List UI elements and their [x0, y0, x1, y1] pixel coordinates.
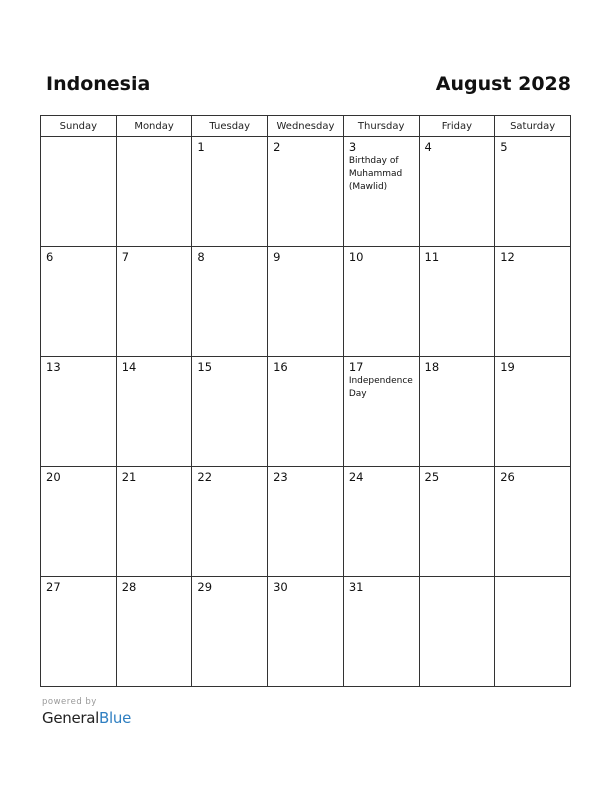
- weekday-header: Monday: [116, 116, 192, 137]
- day-cell: [41, 137, 117, 247]
- day-cell: [192, 577, 268, 687]
- weekday-header-row: [41, 116, 571, 137]
- day-number: 15: [197, 360, 213, 374]
- weekday-header: Wednesday: [268, 116, 344, 137]
- day-cell: [495, 247, 571, 357]
- day-cell: [419, 137, 495, 247]
- holiday-label: Birthday of Muhammad (Mawlid): [348, 156, 403, 192]
- day-cell: [419, 357, 495, 467]
- day-number: 2: [273, 140, 281, 154]
- day-number: 13: [46, 360, 61, 374]
- day-cell: [192, 137, 268, 247]
- powered-by-text: powered by: [42, 697, 97, 707]
- day-number: 22: [197, 470, 213, 484]
- brand-general-text: General: [42, 709, 100, 727]
- day-number: 21: [121, 470, 137, 484]
- week-row: [41, 357, 571, 467]
- day-number: 5: [500, 140, 508, 154]
- day-cell: [343, 357, 419, 467]
- day-number: 26: [500, 470, 515, 484]
- weekday-header: Thursday: [343, 116, 419, 137]
- day-number: 1: [197, 140, 205, 154]
- weekday-header: Friday: [419, 116, 495, 137]
- day-cell: [343, 137, 419, 247]
- week-row: [41, 247, 571, 357]
- day-number: 20: [46, 470, 61, 484]
- month-title: August 2028: [435, 73, 571, 95]
- week-row: [41, 577, 571, 687]
- day-cell: [116, 357, 192, 467]
- brand-logo[interactable]: [42, 708, 131, 728]
- day-cell: [41, 357, 117, 467]
- week-row: [41, 467, 571, 577]
- day-number: 12: [500, 250, 515, 264]
- day-cell: [192, 357, 268, 467]
- day-cell: [343, 467, 419, 577]
- day-cell: [192, 247, 268, 357]
- day-number: 9: [273, 250, 281, 264]
- day-cell: [116, 247, 192, 357]
- day-number: 8: [197, 250, 205, 264]
- day-number: 18: [424, 360, 440, 374]
- day-number: 30: [273, 580, 288, 594]
- day-number: 29: [197, 580, 213, 594]
- day-cell: [116, 137, 192, 247]
- day-cell: [268, 577, 344, 687]
- day-cell: [419, 467, 495, 577]
- day-number: 11: [424, 250, 440, 264]
- day-cell: [343, 577, 419, 687]
- day-number: 23: [273, 470, 288, 484]
- day-cell: [495, 577, 571, 687]
- calendar-grid: [40, 115, 571, 687]
- weekday-header: Saturday: [495, 116, 571, 137]
- day-cell: [41, 577, 117, 687]
- day-cell: [268, 137, 344, 247]
- day-cell: [419, 247, 495, 357]
- day-number: 7: [121, 250, 130, 264]
- weekday-header: Tuesday: [192, 116, 268, 137]
- day-cell: [268, 247, 344, 357]
- day-number: 14: [121, 360, 137, 374]
- day-number: 28: [121, 580, 137, 594]
- day-number: 10: [348, 250, 364, 264]
- week-row: [41, 137, 571, 247]
- day-cell: [41, 467, 117, 577]
- day-number: 19: [500, 360, 515, 374]
- day-number: 3: [348, 140, 357, 154]
- day-cell: [116, 577, 192, 687]
- day-number: 4: [424, 140, 432, 154]
- holiday-label: Independence Day: [348, 376, 413, 399]
- day-cell: [192, 467, 268, 577]
- day-cell: [268, 467, 344, 577]
- brand-blue-text: Blue: [99, 709, 132, 727]
- page-header: [41, 70, 571, 100]
- day-number: 25: [424, 470, 440, 484]
- day-cell: [343, 247, 419, 357]
- day-cell: [495, 467, 571, 577]
- day-number: 6: [46, 250, 54, 264]
- day-cell: [495, 357, 571, 467]
- day-cell: [116, 467, 192, 577]
- day-cell: [41, 247, 117, 357]
- day-number: 31: [348, 580, 364, 594]
- weekday-header: Sunday: [41, 116, 117, 137]
- day-number: 27: [46, 580, 61, 594]
- day-number: 24: [348, 470, 364, 484]
- day-number: 17: [348, 360, 364, 374]
- day-cell: [495, 137, 571, 247]
- day-number: 16: [273, 360, 288, 374]
- country-title: Indonesia: [46, 73, 151, 95]
- footer-branding: [42, 697, 131, 728]
- day-cell: [419, 577, 495, 687]
- day-cell: [268, 357, 344, 467]
